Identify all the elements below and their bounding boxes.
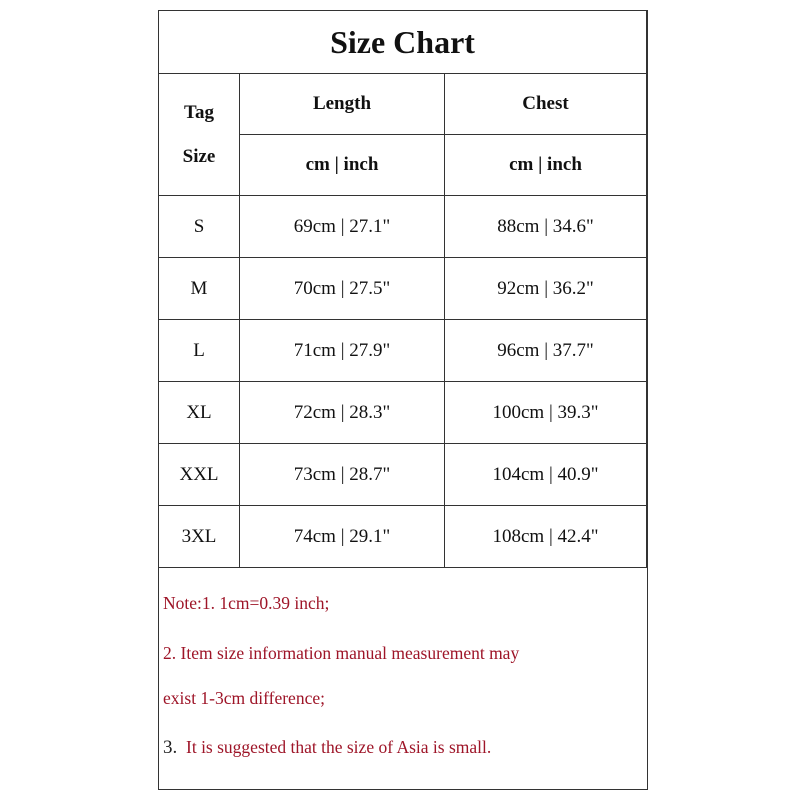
cell-length: 71cm | 27.9"	[240, 320, 445, 382]
cell-size: S	[159, 196, 240, 258]
cell-chest: 108cm | 42.4"	[445, 506, 647, 568]
cell-size: 3XL	[159, 506, 240, 568]
cell-chest: 88cm | 34.6"	[445, 196, 647, 258]
length-unit-header: cm | inch	[240, 135, 445, 196]
note-2-cont: exist 1-3cm difference;	[163, 688, 325, 708]
table-row	[159, 382, 647, 444]
cell-length: 70cm | 27.5"	[240, 258, 445, 320]
cell-length: 69cm | 27.1"	[240, 196, 445, 258]
note-1: Note:1. 1cm=0.39 inch;	[163, 593, 330, 613]
size-label: Size	[182, 145, 216, 167]
chest-header: Chest	[445, 74, 647, 135]
note-3	[163, 737, 491, 759]
note-3-number: 3.	[163, 737, 178, 758]
table-row	[159, 196, 647, 258]
cell-length: 73cm | 28.7"	[240, 444, 445, 506]
cell-chest: 100cm | 39.3"	[445, 382, 647, 444]
cell-chest: 96cm | 37.7"	[445, 320, 647, 382]
cell-size: XL	[159, 382, 240, 444]
table-row	[159, 258, 647, 320]
size-chart	[158, 10, 648, 790]
tag-size-header	[159, 74, 240, 196]
cell-chest: 104cm | 40.9"	[445, 444, 647, 506]
cell-size: M	[159, 258, 240, 320]
cell-length: 72cm | 28.3"	[240, 382, 445, 444]
chart-title: Size Chart	[159, 11, 647, 74]
table-row	[159, 320, 647, 382]
length-header: Length	[240, 74, 445, 135]
note-3-text: It is suggested that the size of Asia is small.	[186, 737, 492, 757]
cell-length: 74cm | 29.1"	[240, 506, 445, 568]
cell-size: XXL	[159, 444, 240, 506]
table-row	[159, 444, 647, 506]
tag-label: Tag	[184, 101, 214, 123]
cell-size: L	[159, 320, 240, 382]
note-2: 2. Item size information manual measurement may	[163, 643, 520, 663]
size-table	[158, 10, 647, 568]
chest-unit-header: cm | inch	[445, 135, 647, 196]
table-row	[159, 506, 647, 568]
cell-chest: 92cm | 36.2"	[445, 258, 647, 320]
